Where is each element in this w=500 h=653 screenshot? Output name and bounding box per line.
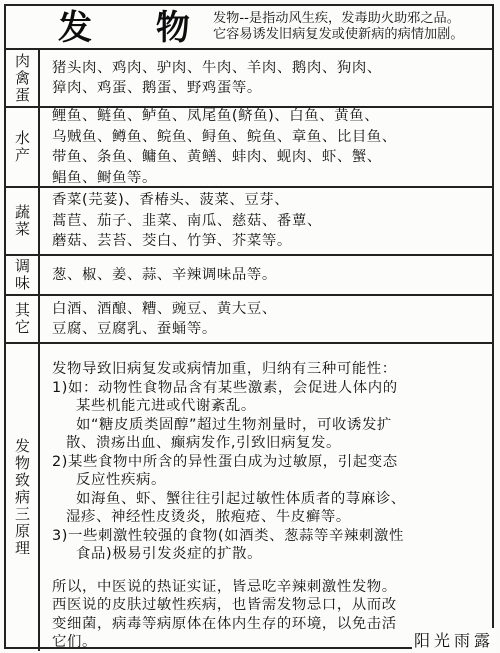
fawu-table [4, 4, 494, 649]
category-label: 其它 [6, 296, 40, 342]
cause-point-line: 如海鱼、虾、蟹往往引起过敏性体质者的荨麻诊、 [76, 490, 406, 507]
page-title: 发 物 [58, 8, 216, 48]
conclusion-line: 西医说的皮肤过敏性疾病，也皆需发物忌口，从而改 [52, 597, 397, 613]
category-label: 水产 [6, 108, 40, 186]
cause-point-line: 反应性疾病。 [76, 472, 166, 488]
item-line: 獐肉、鸡蛋、鹅蛋、野鸡蛋等。 [52, 80, 262, 96]
category-row-seafood [6, 108, 492, 188]
table-header [6, 6, 492, 50]
item-line: 蘑菇、芸苔、茭白、竹笋、芥菜等。 [52, 233, 292, 250]
category-label: 蔬菜 [6, 188, 40, 254]
item-line: 白酒、酒酿、糟、豌豆、黄大豆、 [52, 300, 277, 317]
item-line: 猪头肉、鸡肉、驴肉、牛肉、羊肉、鹅肉、狗肉、 [52, 59, 382, 76]
category-label: 肉禽蛋 [6, 50, 40, 106]
conclusion-line: 它们。 [52, 634, 97, 650]
category-items [52, 188, 486, 254]
item-line: 香菜(芫荽)、香椿头、菠菜、豆芽、 [52, 192, 290, 209]
category-row-meat [6, 50, 492, 108]
item-line: 带鱼、条鱼、鳙鱼、黄鳝、蚌肉、蚬肉、虾、蟹、 [52, 149, 382, 165]
item-line: 豆腐、豆腐乳、蚕蛹等。 [52, 321, 217, 337]
cause-point-line: 如“糖皮质类固醇”超过生物剂量时，可收诱发扩 [76, 416, 392, 433]
cause-point-line: 3)一些刺激性较强的食物(如酒类、葱蒜等辛辣刺激性 [52, 527, 404, 544]
category-items [52, 256, 486, 294]
cause-point-line: 2)某些食物中所含的异性蛋白成为过敏原，引起变态 [52, 453, 398, 470]
category-row-vegetables [6, 188, 492, 256]
category-label: 发物致病三原理 [6, 344, 40, 651]
category-row-causes [6, 344, 492, 651]
definition-line: 它容易诱发旧病复发或使新病的病情加剧。 [213, 27, 464, 42]
category-row-seasoning [6, 256, 492, 296]
item-line: 蒿苣、茄子、韭菜、南瓜、慈菇、番蕈、 [52, 212, 322, 229]
definition-text [213, 11, 493, 43]
item-line: 鲳鱼、鲥鱼等。 [52, 169, 157, 186]
cause-point-line: 食品)极易引发炎症的扩散。 [76, 546, 263, 562]
causes-text [52, 360, 486, 652]
definition-line: 发物--是指动风生疾，发毒助火助邪之品。 [213, 11, 460, 26]
author-signature: 阳光雨露 [412, 628, 496, 651]
category-items [52, 296, 486, 342]
conclusion-line: 所以，中医说的热证实证，皆忌吃辛辣刺激性发物。 [52, 578, 397, 595]
item-line: 葱、椒、姜、蒜、辛辣调味品等。 [52, 266, 277, 283]
category-row-other [6, 296, 492, 344]
category-label: 调味 [6, 256, 40, 294]
category-items [52, 108, 486, 186]
causes-intro: 发物导致旧病复发或病情加重，归纳有三种可能性： [52, 361, 397, 377]
conclusion-line: 变细菌，病毒等病原体在体内生存的环境，以免击活 [52, 615, 397, 632]
cause-point-line: 某些机能亢进或代谢紊乱。 [76, 398, 256, 414]
cause-point-line: 散、溃疡出血、癫病发作,引致旧病复发。 [66, 435, 342, 451]
category-items [52, 50, 486, 106]
cause-point-line: 1)如：动物性食物品含有某些激素，会促进人体内的 [52, 379, 398, 396]
cause-point-line: 湿疹、神经性皮烫炎，脓疱疮、牛皮癣等。 [66, 509, 351, 525]
item-line: 鲤鱼、鲢鱼、鲈鱼、凤尾鱼(鲚鱼)、白鱼、黄鱼、 [52, 108, 380, 124]
item-line: 乌贼鱼、鳟鱼、鲩鱼、鲟鱼、鲩鱼、章鱼、比目鱼、 [52, 128, 397, 145]
